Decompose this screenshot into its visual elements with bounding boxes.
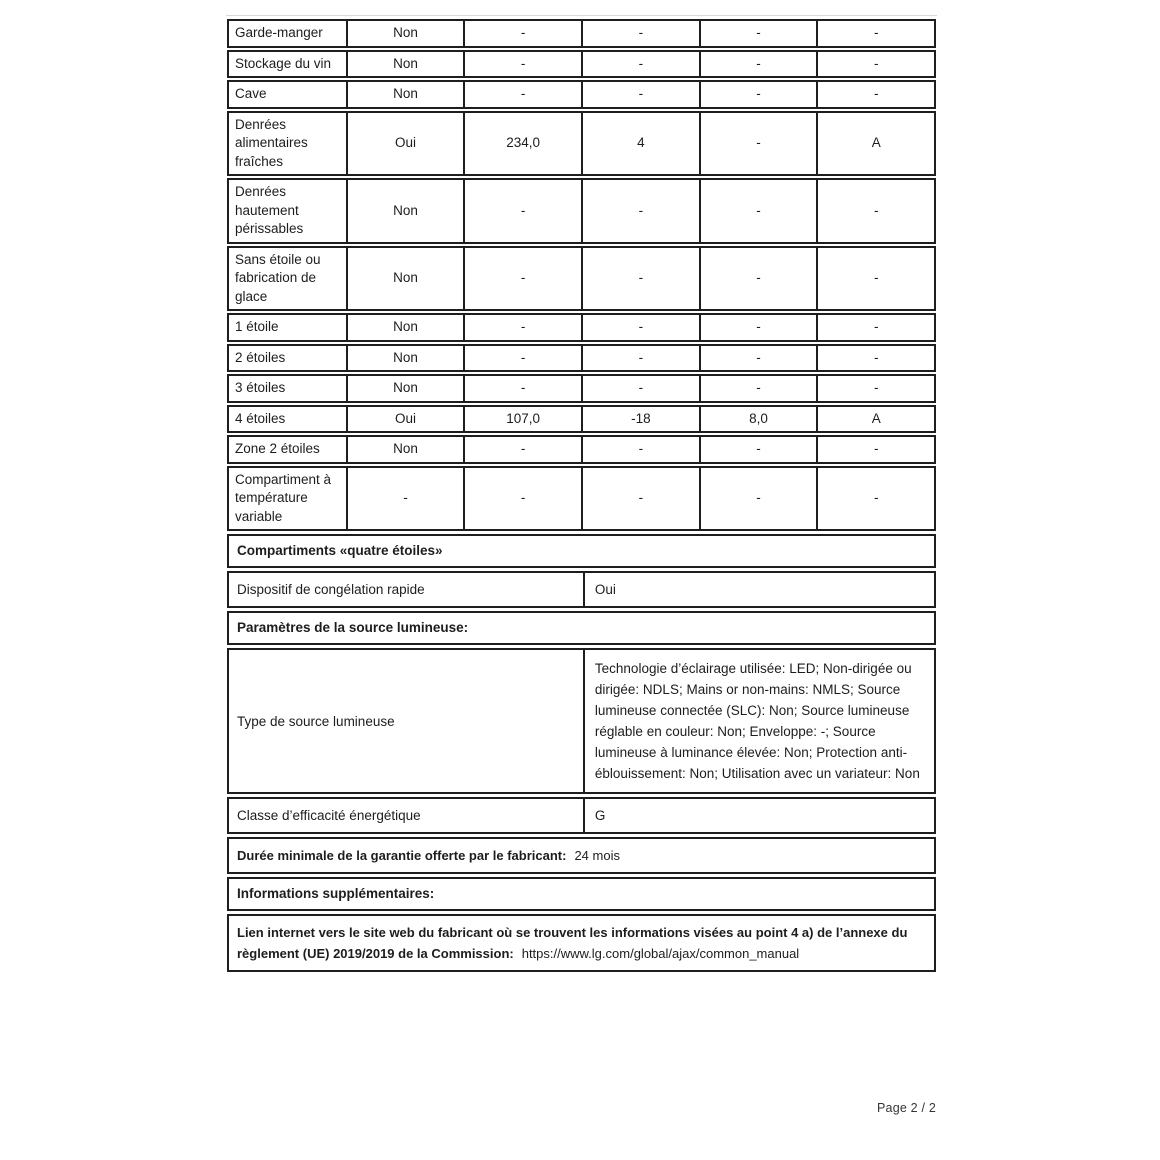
- light-params-header-row: Paramètres de la source lumineuse:: [227, 611, 936, 645]
- compartment-value: Oui: [346, 407, 464, 432]
- compartment-value: Non: [346, 21, 464, 46]
- compartment-value: -: [699, 113, 817, 175]
- compartment-label: Denrées hautement périssables: [235, 184, 304, 236]
- compartment-value: -18: [581, 407, 699, 432]
- compartment-value: -: [581, 346, 699, 371]
- compartment-value: -: [581, 437, 699, 462]
- compartment-value: -: [699, 468, 817, 530]
- energy-class-value: G: [583, 799, 934, 832]
- compartment-row: [227, 466, 936, 532]
- compartment-value: -: [816, 315, 934, 340]
- compartment-value: Non: [346, 376, 464, 401]
- compartment-value: -: [581, 52, 699, 77]
- compartment-row: [227, 111, 936, 177]
- compartment-value: -: [581, 180, 699, 242]
- light-source-label: Type de source lumineuse: [237, 713, 395, 729]
- compartment-row: [227, 374, 936, 403]
- manufacturer-link-url: https://www.lg.com/global/ajax/common_manual: [521, 946, 800, 961]
- compartment-row: [227, 80, 936, 109]
- compartment-value: -: [699, 315, 817, 340]
- compartment-value: -: [463, 52, 581, 77]
- compartment-value: 234,0: [463, 113, 581, 175]
- page-number: Page 2 / 2: [877, 1101, 936, 1115]
- compartment-label: 2 étoiles: [235, 349, 286, 365]
- energy-class-row: [227, 797, 936, 834]
- compartment-value: -: [699, 346, 817, 371]
- compartment-value: -: [463, 82, 581, 107]
- fast-freeze-value: Oui: [583, 573, 934, 606]
- compartment-label: 3 étoiles: [235, 380, 286, 395]
- compartment-label: Denrées alimentaires fraîches: [235, 116, 308, 169]
- four-star-header-row: Compartiments «quatre étoiles»: [227, 534, 936, 568]
- compartment-value: -: [816, 21, 934, 46]
- compartment-value: -: [463, 315, 581, 340]
- compartment-value: -: [699, 21, 817, 46]
- compartment-label: Cave: [235, 86, 267, 101]
- compartment-value: -: [581, 376, 699, 401]
- manufacturer-link-label: Lien internet vers le site web du fabricant où se trouvent les informations visées au point 4 a) de l’annexe du règlement (UE) 2019/2019 de la Commission:: [237, 925, 908, 961]
- compartment-label: 4 étoiles: [235, 410, 286, 426]
- compartment-value: -: [463, 346, 581, 371]
- compartment-value: -: [816, 346, 934, 371]
- compartment-label: Compartiment à température variable: [235, 471, 332, 524]
- compartment-row: [227, 405, 936, 434]
- compartment-row: [227, 246, 936, 312]
- fast-freeze-label: Dispositif de congélation rapide: [237, 582, 425, 597]
- compartment-value: -: [699, 437, 817, 462]
- compartment-value: Non: [346, 346, 464, 371]
- compartment-value: Non: [346, 52, 464, 77]
- compartment-value: -: [699, 52, 817, 77]
- compartment-value: -: [816, 437, 934, 462]
- compartment-value: -: [346, 468, 464, 530]
- compartment-value: -: [581, 248, 699, 310]
- compartment-value: -: [816, 82, 934, 107]
- compartment-row: [227, 313, 936, 342]
- compartment-value: Non: [346, 437, 464, 462]
- compartment-label: Garde-manger: [235, 25, 323, 40]
- product-fiche: [227, 19, 936, 972]
- compartment-value: Oui: [346, 113, 464, 175]
- compartment-value: -: [699, 248, 817, 310]
- compartment-value: -: [463, 376, 581, 401]
- compartment-row: [227, 344, 936, 373]
- compartment-value: 4: [581, 113, 699, 175]
- compartment-value: 8,0: [699, 407, 817, 432]
- compartment-row: [227, 50, 936, 79]
- compartment-value: -: [463, 468, 581, 530]
- fast-freeze-row: [227, 571, 936, 608]
- light-source-value: Technologie d’éclairage utilisée: LED; Non-dirigée ou dirigée: NDLS; Mains or non-mains: NMLS; Source lumineuse connectée (SLC): Non; Source lumineuse réglable en couleur: Non; Enveloppe: -; Source lumineuse à luminance élevée: Non; Protection anti-éblouissement: Non; Utilisation avec un variateur: Non: [583, 650, 934, 792]
- light-source-row: [227, 648, 936, 794]
- additional-info-row: Informations supplémentaires:: [227, 877, 936, 911]
- compartment-label: Stockage du vin: [235, 55, 332, 71]
- compartment-value: A: [816, 113, 934, 175]
- compartment-value: Non: [346, 180, 464, 242]
- compartment-value: -: [581, 82, 699, 107]
- compartment-value: -: [581, 21, 699, 46]
- compartment-value: -: [463, 248, 581, 310]
- compartment-label: Sans étoile ou fabrication de glace: [235, 251, 321, 304]
- compartment-value: -: [816, 52, 934, 77]
- compartment-value: -: [463, 437, 581, 462]
- compartment-value: -: [816, 376, 934, 401]
- compartment-row: [227, 19, 936, 48]
- warranty-row: [227, 837, 936, 874]
- compartment-value: A: [816, 407, 934, 432]
- compartment-value: -: [463, 21, 581, 46]
- compartment-label: 1 étoile: [235, 319, 279, 334]
- compartment-value: -: [581, 468, 699, 530]
- compartment-value: -: [581, 315, 699, 340]
- compartment-value: -: [699, 180, 817, 242]
- compartment-value: -: [816, 248, 934, 310]
- compartment-value: -: [816, 468, 934, 530]
- compartment-value: -: [463, 180, 581, 242]
- compartment-value: -: [699, 82, 817, 107]
- compartment-value: Non: [346, 82, 464, 107]
- compartment-value: Non: [346, 248, 464, 310]
- warranty-value: 24 mois: [574, 848, 620, 863]
- compartment-row: [227, 435, 936, 464]
- compartment-value: Non: [346, 315, 464, 340]
- compartment-label: Zone 2 étoiles: [235, 441, 320, 456]
- compartment-row: [227, 178, 936, 244]
- compartment-table: [227, 19, 936, 531]
- manufacturer-link-row: [227, 914, 936, 972]
- compartment-value: -: [699, 376, 817, 401]
- compartment-value: 107,0: [463, 407, 581, 432]
- energy-class-label: Classe d’efficacité énergétique: [237, 808, 421, 823]
- compartment-value: -: [816, 180, 934, 242]
- warranty-label: Durée minimale de la garantie offerte par le fabricant:: [237, 848, 567, 863]
